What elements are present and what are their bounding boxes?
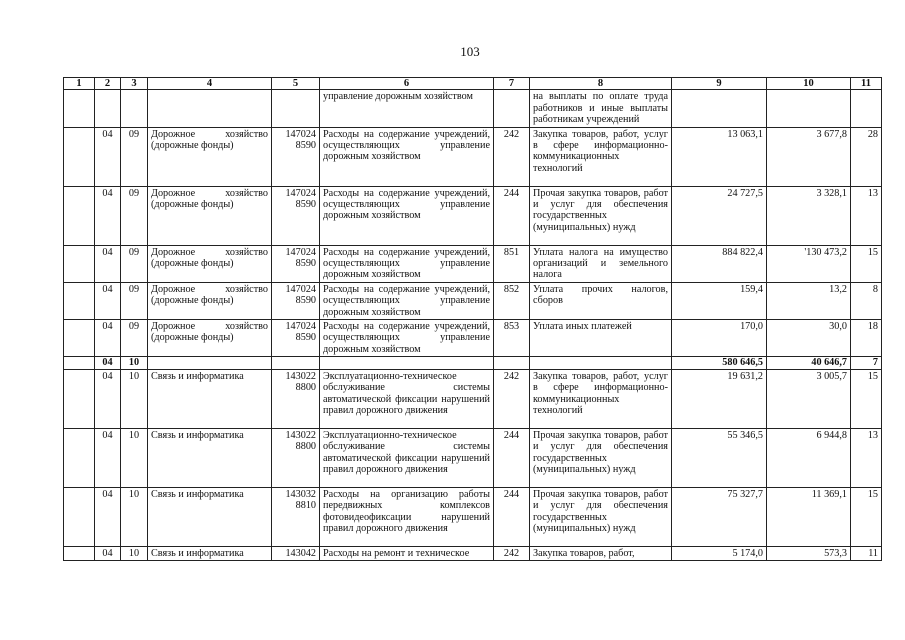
cell: 7 (851, 357, 882, 369)
cell (64, 320, 95, 357)
cell: Закупка товаров, работ, услуг в сфере информационно-коммуникационных технологий (530, 127, 672, 186)
cell: 13,2 (767, 282, 851, 319)
column-header: 3 (121, 78, 148, 90)
cell: 580 646,5 (672, 357, 767, 369)
cell: Расходы на содержание учреждений, осуществляющих управление дорожным хозяйством (320, 127, 494, 186)
cell: 244 (494, 186, 530, 245)
cell: 573,3 (767, 546, 851, 560)
column-header: 6 (320, 78, 494, 90)
cell: 244 (494, 487, 530, 546)
cell: 242 (494, 369, 530, 428)
cell: 11 369,1 (767, 487, 851, 546)
cell: 04 (95, 282, 121, 319)
cell: Расходы на содержание учреждений, осуществляющих управление дорожным хозяйством (320, 320, 494, 357)
cell: 13 (851, 428, 882, 487)
cell (121, 90, 148, 127)
cell: 04 (95, 428, 121, 487)
cell: 15 (851, 245, 882, 282)
table-row (64, 369, 882, 428)
cell: 3 328,1 (767, 186, 851, 245)
cell: 09 (121, 282, 148, 319)
cell: 853 (494, 320, 530, 357)
cell: 851 (494, 245, 530, 282)
cell (148, 357, 272, 369)
cell: 143022 8800 (272, 369, 320, 428)
cell (64, 186, 95, 245)
cell (851, 90, 882, 127)
cell: 884 822,4 (672, 245, 767, 282)
cell: 159,4 (672, 282, 767, 319)
cell: 75 327,7 (672, 487, 767, 546)
cell: Связь и информатика (148, 428, 272, 487)
cell: Дорожное хозяйство (дорожные фонды) (148, 127, 272, 186)
cell (64, 428, 95, 487)
cell (494, 90, 530, 127)
cell: Расходы на содержание учреждений, осуществляющих управление дорожным хозяйством (320, 186, 494, 245)
table-row (64, 186, 882, 245)
cell: 3 005,7 (767, 369, 851, 428)
cell: 30,0 (767, 320, 851, 357)
cell: 04 (95, 245, 121, 282)
table-row (64, 127, 882, 186)
header-row (64, 78, 882, 90)
cell: 244 (494, 428, 530, 487)
cell: 10 (121, 546, 148, 560)
cell: 8 (851, 282, 882, 319)
cell (272, 90, 320, 127)
table-row (64, 487, 882, 546)
cell: Прочая закупка товаров, работ и услуг для обеспечения государственных (муниципальных) нужд (530, 186, 672, 245)
column-header: 10 (767, 78, 851, 90)
cell (64, 546, 95, 560)
cell (64, 127, 95, 186)
cell (64, 487, 95, 546)
cell (64, 245, 95, 282)
cell: Закупка товаров, работ, (530, 546, 672, 560)
cell: 19 631,2 (672, 369, 767, 428)
cell: Уплата прочих налогов, сборов (530, 282, 672, 319)
cell: Уплата налога на имущество организаций и земельного налога (530, 245, 672, 282)
cell: Дорожное хозяйство (дорожные фонды) (148, 320, 272, 357)
cell (272, 357, 320, 369)
column-header: 1 (64, 78, 95, 90)
cell: 242 (494, 546, 530, 560)
page-number: 103 (460, 44, 480, 59)
cell: 10 (121, 428, 148, 487)
cell: 10 (121, 357, 148, 369)
cell: 6 944,8 (767, 428, 851, 487)
cell: 15 (851, 369, 882, 428)
cell: Дорожное хозяйство (дорожные фонды) (148, 245, 272, 282)
cell: 15 (851, 487, 882, 546)
cell (148, 90, 272, 127)
column-header: 11 (851, 78, 882, 90)
cell: Прочая закупка товаров, работ и услуг для обеспечения государственных (муниципальных) нужд (530, 428, 672, 487)
cell: Расходы на содержание учреждений, осуществляющих управление дорожным хозяйством (320, 245, 494, 282)
table-row (64, 90, 882, 127)
cell (64, 357, 95, 369)
cell: 10 (121, 369, 148, 428)
cell (672, 90, 767, 127)
cell: Уплата иных платежей (530, 320, 672, 357)
cell: 10 (121, 487, 148, 546)
cell: Дорожное хозяйство (дорожные фонды) (148, 186, 272, 245)
cell (530, 357, 672, 369)
cell: Прочая закупка товаров, работ и услуг для обеспечения государственных (муниципальных) нужд (530, 487, 672, 546)
cell: Расходы на ремонт и техническое (320, 546, 494, 560)
cell: 09 (121, 245, 148, 282)
cell: 18 (851, 320, 882, 357)
cell: Расходы на организацию работы передвижных комплексов фотовидеофиксации нарушений правил дорожного движения (320, 487, 494, 546)
cell (767, 90, 851, 127)
cell: 147024 8590 (272, 186, 320, 245)
cell: 143032 8810 (272, 487, 320, 546)
cell: 04 (95, 369, 121, 428)
cell: Закупка товаров, работ, услуг в сфере информационно-коммуникационных технологий (530, 369, 672, 428)
cell: 3 677,8 (767, 127, 851, 186)
cell: 04 (95, 127, 121, 186)
column-header: 2 (95, 78, 121, 90)
cell: 5 174,0 (672, 546, 767, 560)
cell: '130 473,2 (767, 245, 851, 282)
cell: 242 (494, 127, 530, 186)
table-row (64, 320, 882, 357)
cell (494, 357, 530, 369)
cell: 852 (494, 282, 530, 319)
table-row (64, 245, 882, 282)
cell: Расходы на содержание учреждений, осуществляющих управление дорожным хозяйством (320, 282, 494, 319)
column-header: 9 (672, 78, 767, 90)
cell: 147024 8590 (272, 127, 320, 186)
cell: 09 (121, 320, 148, 357)
cell: 04 (95, 487, 121, 546)
cell: 24 727,5 (672, 186, 767, 245)
column-header: 8 (530, 78, 672, 90)
budget-table (63, 77, 882, 561)
cell: 55 346,5 (672, 428, 767, 487)
cell: 04 (95, 546, 121, 560)
cell: 147024 8590 (272, 282, 320, 319)
cell: 04 (95, 357, 121, 369)
cell: Эксплуатационно-техническое обслуживание системы автоматической фиксации нарушений правил дорожного движения (320, 428, 494, 487)
cell: Связь и информатика (148, 546, 272, 560)
cell (320, 357, 494, 369)
cell: 143022 8800 (272, 428, 320, 487)
cell: 40 646,7 (767, 357, 851, 369)
cell: 09 (121, 186, 148, 245)
table-row (64, 546, 882, 560)
cell: 147024 8590 (272, 320, 320, 357)
cell: 13 063,1 (672, 127, 767, 186)
cell: на выплаты по оплате труда работников и иные выплаты работникам учреждений (530, 90, 672, 127)
column-header: 7 (494, 78, 530, 90)
cell (95, 90, 121, 127)
table-row (64, 428, 882, 487)
cell: управление дорожным хозяйством (320, 90, 494, 127)
cell: Дорожное хозяйство (дорожные фонды) (148, 282, 272, 319)
cell: 28 (851, 127, 882, 186)
cell: 13 (851, 186, 882, 245)
cell (64, 90, 95, 127)
cell: Эксплуатационно-техническое обслуживание системы автоматической фиксации нарушений правил дорожного движения (320, 369, 494, 428)
cell: 09 (121, 127, 148, 186)
cell: 143042 (272, 546, 320, 560)
cell: 11 (851, 546, 882, 560)
cell: 04 (95, 320, 121, 357)
subtotal-row (64, 357, 882, 369)
table-row (64, 282, 882, 319)
cell: Связь и информатика (148, 487, 272, 546)
cell: 170,0 (672, 320, 767, 357)
cell (64, 282, 95, 319)
cell (64, 369, 95, 428)
column-header: 5 (272, 78, 320, 90)
cell: 147024 8590 (272, 245, 320, 282)
cell: Связь и информатика (148, 369, 272, 428)
cell: 04 (95, 186, 121, 245)
column-header: 4 (148, 78, 272, 90)
